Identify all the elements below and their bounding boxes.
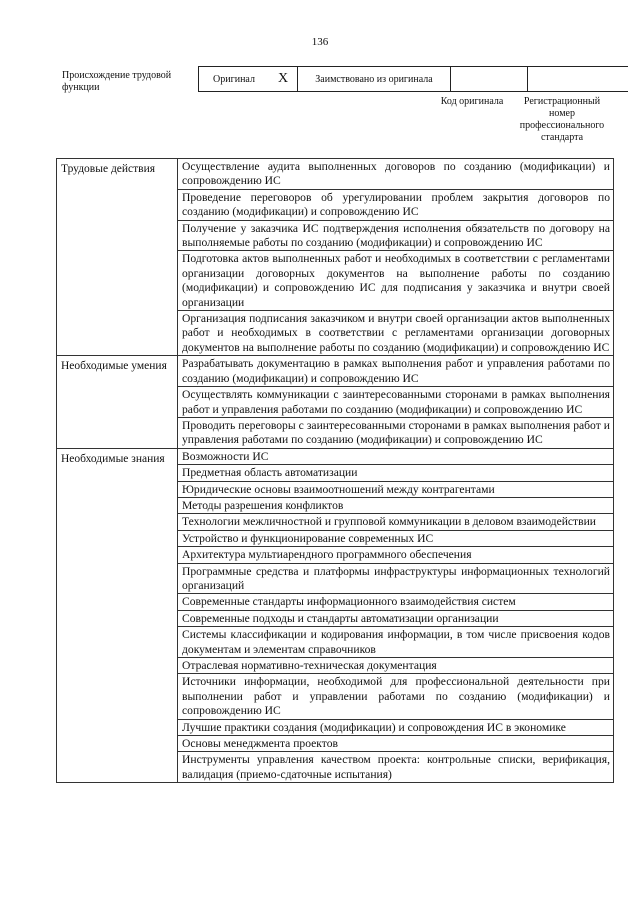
section-item: Предметная область автоматизации xyxy=(178,465,614,481)
section-category: Трудовые действия xyxy=(57,159,178,356)
origin-table xyxy=(198,66,628,92)
section-item: Современные стандарты информационного взаимодействия систем xyxy=(178,594,614,610)
section-item: Отраслевая нормативно-техническая документация xyxy=(178,658,614,674)
section-category: Необходимые знания xyxy=(57,448,178,783)
section-item: Современные подходы и стандарты автоматизации организации xyxy=(178,610,614,626)
section-category: Необходимые умения xyxy=(57,356,178,448)
section-item: Основы менеджмента проектов xyxy=(178,736,614,752)
borrowed-label: Заимствовано из оригинала xyxy=(298,67,451,92)
table-row xyxy=(57,159,614,190)
section-item: Методы разрешения конфликтов xyxy=(178,497,614,513)
original-label: Оригинал xyxy=(199,67,270,92)
functions-table xyxy=(56,158,614,783)
section-item: Осуществление аудита выполненных договоров по созданию (модификации) и сопровождению ИС xyxy=(178,159,614,190)
origin-label: Происхождение трудовой функции xyxy=(62,70,172,93)
section-item: Разрабатывать документацию в рамках выполнения работ и управления работами по созданию (модификации) и сопровождению ИС xyxy=(178,356,614,387)
section-item: Архитектура мультиарендного программного обеспечения xyxy=(178,547,614,563)
section-item: Устройство и функционирование современных ИС xyxy=(178,530,614,546)
table-row xyxy=(57,448,614,464)
section-item: Лучшие практики создания (модификации) и сопровождения ИС в экономике xyxy=(178,719,614,735)
section-item: Юридические основы взаимоотношений между контрагентами xyxy=(178,481,614,497)
section-item: Программные средства и платформы инфраструктуры информационных технологий организаций xyxy=(178,563,614,594)
section-item: Технологии межличностной и групповой коммуникации в деловом взаимодействии xyxy=(178,514,614,530)
section-item: Возможности ИС xyxy=(178,448,614,464)
section-item: Организация подписания заказчиком и внутри своей организации актов выполненных работ и необходимых в соответствии с регламентами организации договорных документов на выполнение работы по созданию (модификации) и сопровождению ИС xyxy=(178,311,614,356)
section-item: Источники информации, необходимой для профессиональной деятельности при выполнении работ и управлении работами по созданию (модификации) и сопровождению ИС xyxy=(178,674,614,719)
section-item: Получение у заказчика ИС подтверждения исполнения обязательств по договору на выполняемые работы по созданию (модификации) и сопровождению ИС xyxy=(178,220,614,251)
code-cell xyxy=(451,67,528,92)
original-mark: X xyxy=(269,67,298,92)
section-item: Проводить переговоры с заинтересованными сторонами в рамках выполнения работ и управления работами по созданию (модификации) и сопровождению ИС xyxy=(178,417,614,448)
section-item: Инструменты управления качеством проекта: контрольные списки, верификация, валидация (приемо-сдаточные испытания) xyxy=(178,752,614,783)
table-row xyxy=(57,356,614,387)
page-number: 136 xyxy=(311,36,329,48)
code-caption: Код оригинала xyxy=(440,96,504,107)
section-item: Системы классификации и кодирования информации, в том числе присвоения кодов документам и элементам справочников xyxy=(178,627,614,658)
section-item: Осуществлять коммуникации с заинтересованными сторонами в рамках выполнения работ и управления работами по созданию (модификации) и сопровождению ИС xyxy=(178,387,614,418)
section-item: Проведение переговоров об урегулировании проблем закрытия договоров по созданию (модификации) и сопровождению ИС xyxy=(178,189,614,220)
reg-caption: Регистрационный номер профессионального стандарта xyxy=(519,96,605,143)
reg-cell xyxy=(528,67,629,92)
section-item: Подготовка актов выполненных работ и необходимых в соответствии с регламентами организации договорных документов на выполнение работы по созданию (модификации) и сопровождению ИС для подписания у заказчика и внутри своей организации xyxy=(178,251,614,311)
